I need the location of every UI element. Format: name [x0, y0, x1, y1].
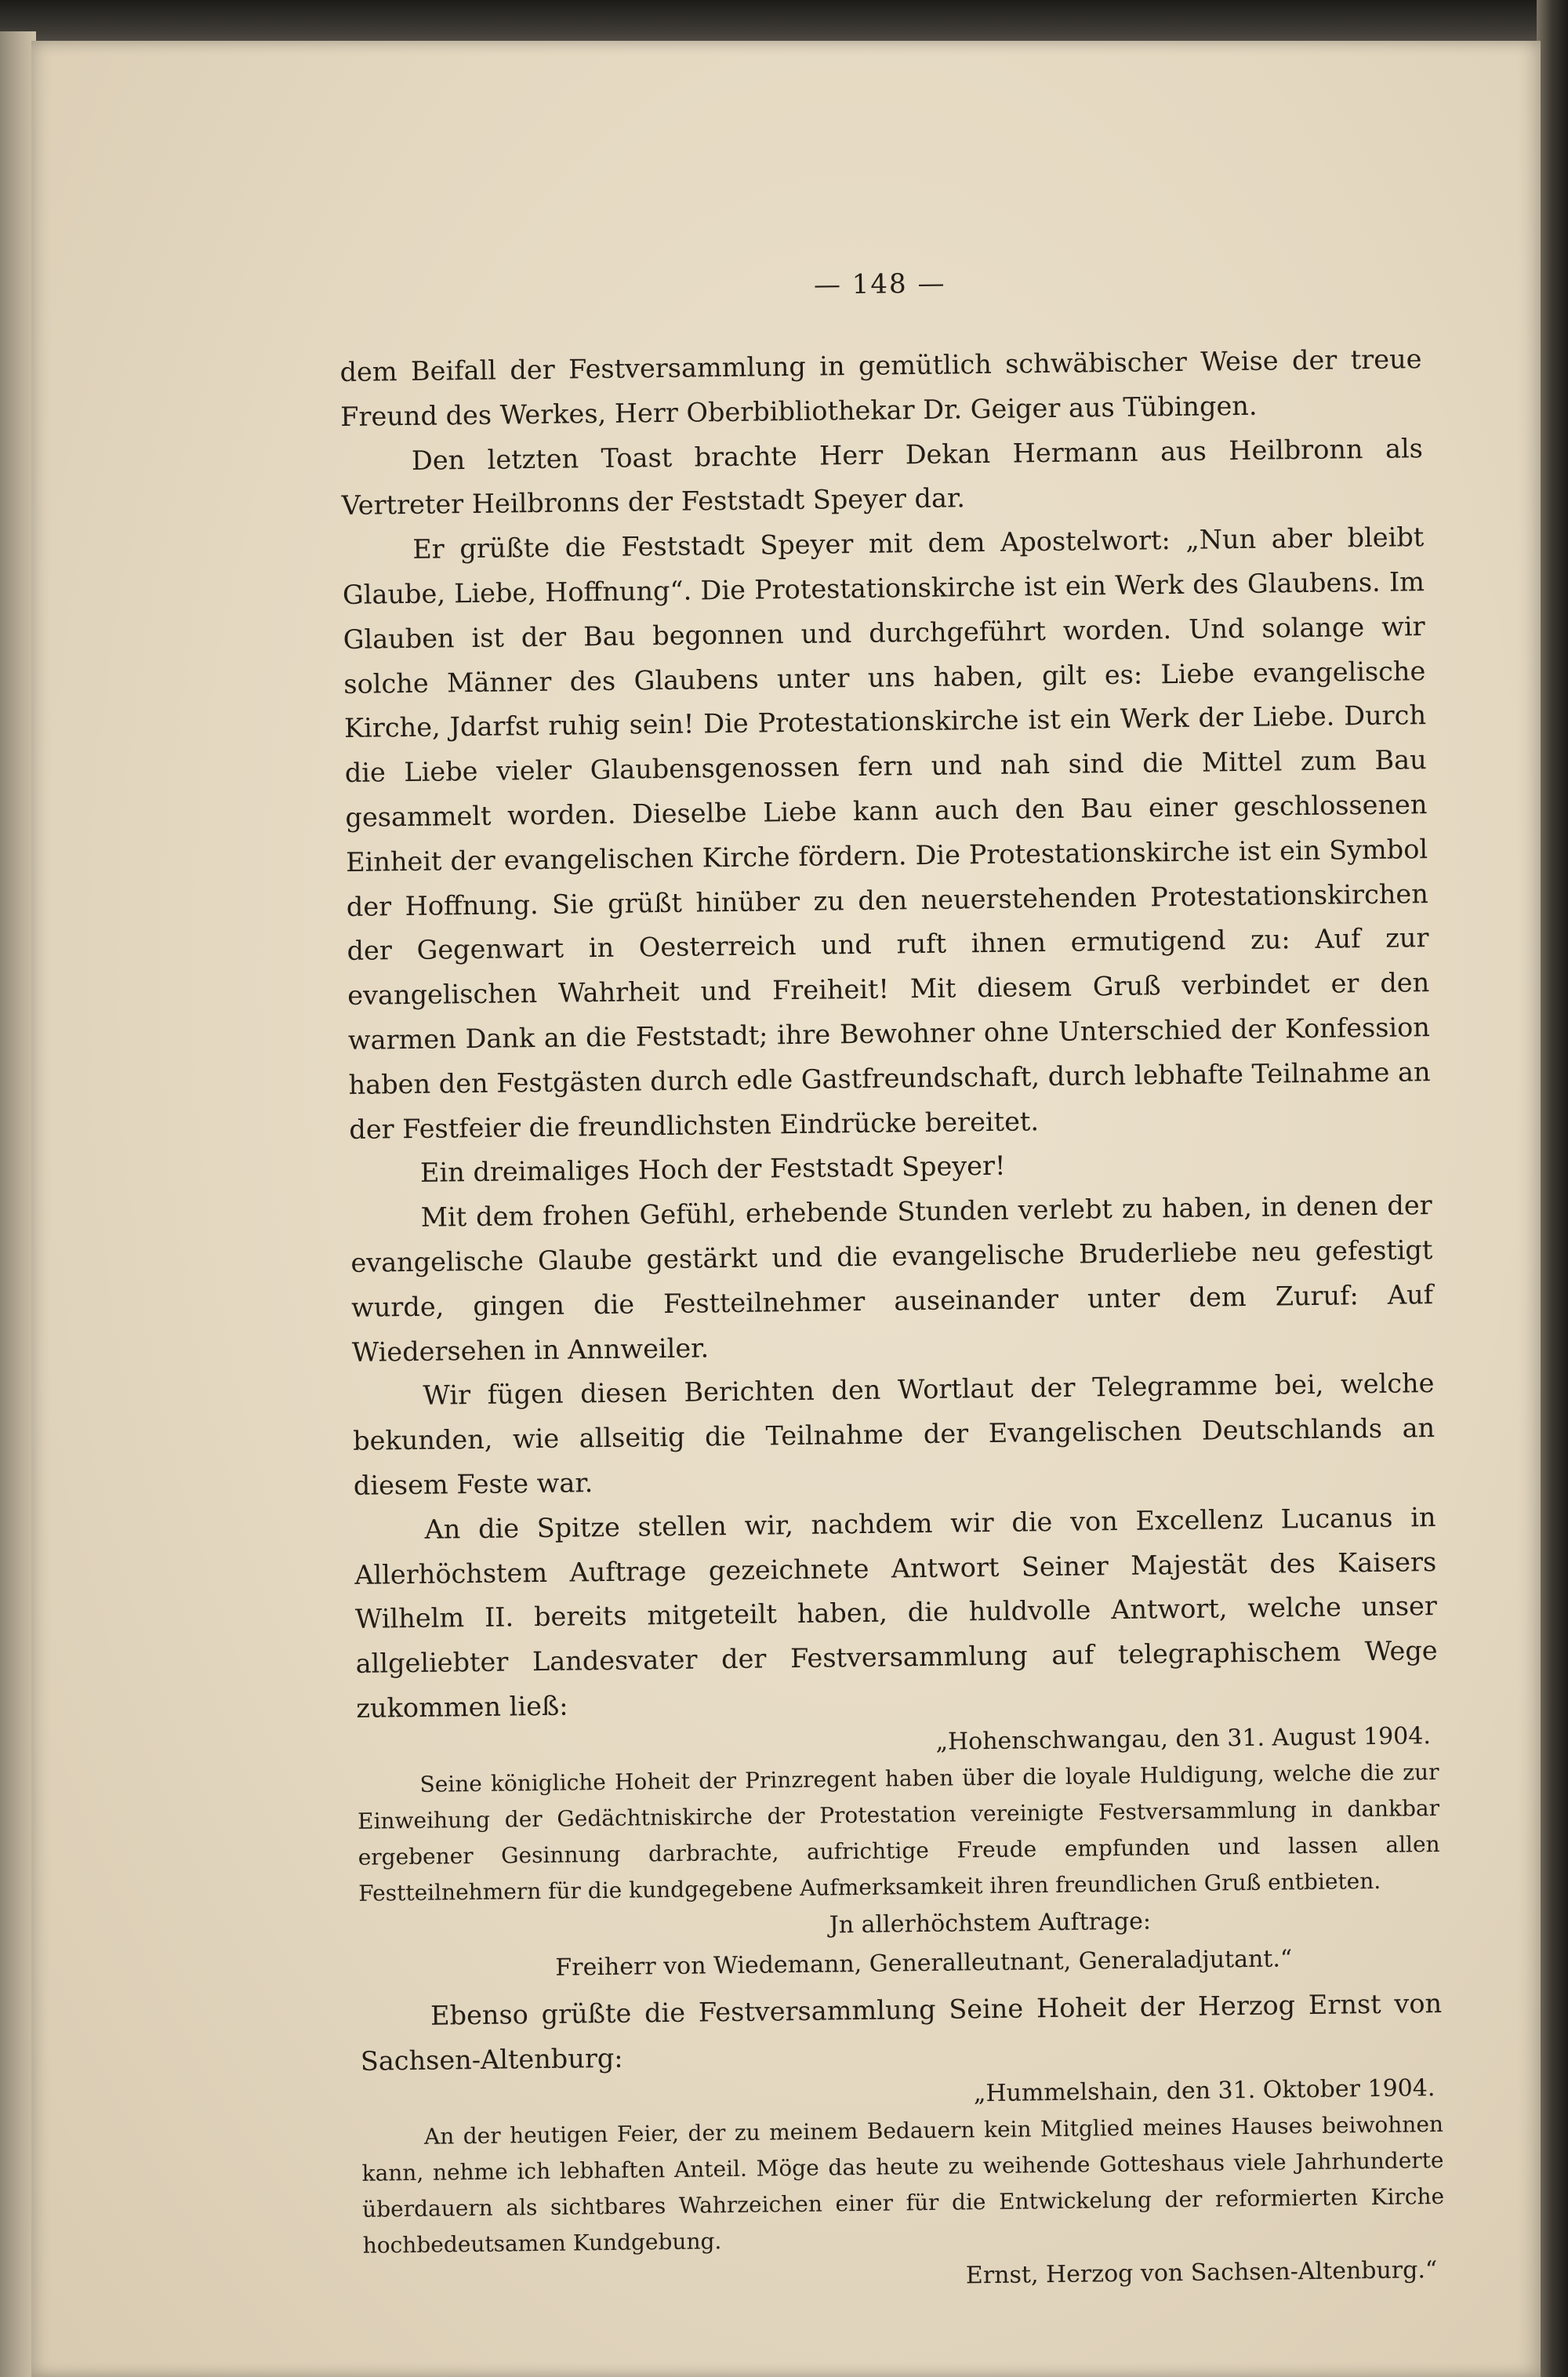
telegram-1-body: Seine königliche Hoheit der Prinzregent haben über die loyale Huldigung, welche die zur Einweihung der Gedächtniskirche der Protestation vereinigte Festversammlung in dankbar ergebener Gesinnung darbrachte, aufrichtige Freude empfunden und lassen allen Festteilnehmern für die kundgegebene Aufmerksamkeit ihren freundlichen Gruß entbieten.: [357, 1758, 1440, 1906]
page-content: [339, 259, 1446, 2303]
book-spine: [1537, 0, 1568, 2377]
paragraph-6: Wir fügen diesen Berichten den Wortlaut der Telegramme bei, welche bekunden, wie allseitig die Teilnahme der Evangelischen Deutschlands an diesem Feste war.: [352, 1368, 1436, 1501]
paragraph-8: Ebenso grüßte die Festversammlung Seine Hoheit der Herzog Ernst von Sachsen-Altenburg:: [360, 1987, 1443, 2077]
paragraph-2: Den letzten Toast brachte Herr Dekan Hermann aus Heilbronn als Vertreter Heilbronns der Feststadt Speyer dar.: [341, 432, 1424, 522]
paragraph-7: An die Spitze stellen wir, nachdem wir die von Excellenz Lucanus in Allerhöchstem Auftrage gezeichnete Antwort Seiner Majestät des Kaisers Wilhelm II. bereits mitgeteilt haben, die huldvolle Antwort, welche unser allgeliebter Landesvater der Festversammlung auf telegraphischem Wege zukommen ließ:: [354, 1501, 1438, 1724]
telegram-1-closing: Jn allerhöchstem Auftrage:: [829, 1907, 1152, 1939]
paragraph-1: dem Beifall der Festversammlung in gemütlich schwäbischer Weise der treue Freund des Werkes, Herr Oberbibliothekar Dr. Geiger aus Tübingen.: [339, 343, 1422, 432]
paragraph-5: Mit dem frohen Gefühl, erhebende Stunden verlebt zu haben, in denen der evangelische Glaube gestärkt und die evangelische Bruderliebe neu gefestigt wurde, gingen die Festteilnehmer auseinander unter dem Zuruf: Auf Wiedersehen in Annweiler.: [350, 1190, 1434, 1368]
telegram-2-date: „Hummelshain, den 31. Oktober 1904.: [973, 2074, 1436, 2108]
telegram-1-date: „Hohenschwangau, den 31. August 1904.: [935, 1721, 1432, 1756]
paragraph-3: Er grüßte die Feststadt Speyer mit dem Apostelwort: „Nun aber bleibt Glaube, Liebe, Hoffnung“. Die Protestationskirche ist ein Werk des Glaubens. Im Glauben ist der Bau begonnen und durchgeführt worden. Und solange wir solche Männer des Glaubens unter uns haben, gilt es: Liebe evangelische Kirche, Jdarfst ruhig sein! Die Protestationskirche ist ein Werk der Liebe. Durch die Liebe vieler Glaubensgenossen fern und nah sind die Mittel zum Bau gesammelt worden. Dieselbe Liebe kann auch den Bau einer geschlossenen Einheit der evangelischen Kirche fördern. Die Protestationskirche ist ein Symbol der Hoffnung. Sie grüßt hinüber zu den neuerstehenden Protestationskirchen der Gegenwart in Oesterreich und ruft ihnen ermutigend zu: Auf zur evangelischen Wahrheit und Freiheit! Mit diesem Gruß verbindet er den warmen Dank an die Feststadt; ihre Bewohner ohne Unterschied der Konfession haben den Festgästen durch edle Gastfreundschaft, durch lebhafte Teilnahme an der Festfeier die freundlichsten Eindrücke bereitet.: [342, 522, 1431, 1145]
telegram-2-signature: Ernst, Herzog von Sachsen-Altenburg.“: [965, 2256, 1438, 2290]
telegram-2-body: An der heutigen Feier, der zu meinem Bedauern kein Mitglied meines Hauses beiwohnen kann, nehme ich lebhaften Anteil. Möge das heute zu weihende Gotteshaus viele Jahrhunderte überdauern als sichtbares Wahrzeichen einer für die Entwickelung der reformierten Kirche hochbedeutsamen Kundgebung.: [361, 2111, 1445, 2259]
telegram-1-signature: Freiherr von Wiedemann, Generalleutnant, Generaladjutant.“: [555, 1945, 1293, 1982]
page-number: — 148 —: [813, 267, 946, 301]
paragraph-4: Ein dreimaliges Hoch der Feststadt Speyer!: [419, 1150, 1006, 1189]
book-page: [31, 41, 1541, 2377]
